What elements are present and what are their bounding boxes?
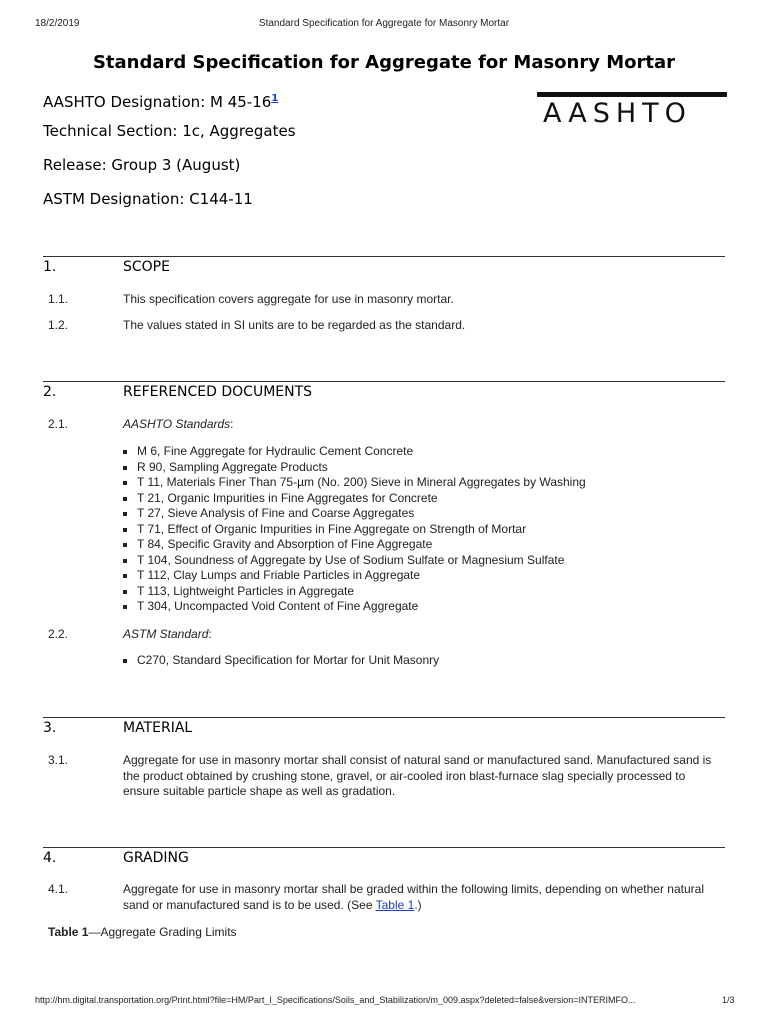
reference-item: ▪ T 113, Lightweight Particles in Aggregate bbox=[137, 584, 586, 600]
reference-item: ▪ T 21, Organic Impurities in Fine Aggregates for Concrete bbox=[137, 491, 586, 507]
release-info: Release: Group 3 (August) bbox=[43, 156, 241, 174]
astm-designation: ASTM Designation: C144-11 bbox=[43, 190, 253, 208]
clause-number: 3.1. bbox=[48, 753, 69, 767]
section-title-referenced-documents: REFERENCED DOCUMENTS bbox=[123, 384, 313, 400]
astm-standard-label: ASTM Standard bbox=[123, 627, 209, 641]
clause-text: Aggregate for use in masonry mortar shall consist of natural sand or manufactured sand. Manufactured sand is the product obtained by crushing stone, gravel, or air-cooled iron blast-furnace slag specially processed to ensure suitable particle shape as well as gradation. bbox=[123, 753, 712, 798]
section-title-material: MATERIAL bbox=[123, 720, 193, 736]
clause-label: ASTM Standard: bbox=[123, 627, 212, 641]
reference-item: ▪ C270, Standard Specification for Mortar for Unit Masonry bbox=[137, 653, 439, 669]
reference-item: ▪ R 90, Sampling Aggregate Products bbox=[137, 460, 586, 476]
reference-item: ▪ T 84, Specific Gravity and Absorption of Fine Aggregate bbox=[137, 537, 586, 553]
reference-item: ▪ T 11, Materials Finer Than 75-µm (No. 200) Sieve in Mineral Aggregates by Washing bbox=[137, 475, 586, 491]
clause-text: This specification covers aggregate for use in masonry mortar. bbox=[123, 292, 454, 306]
table-caption-text: —Aggregate Grading Limits bbox=[88, 925, 237, 939]
clause-number: 1.2. bbox=[48, 318, 69, 332]
clause-text-body: Aggregate for use in masonry mortar shall be graded within the following limits, depending on whether natural sand or manufactured sand is to be used. (See bbox=[123, 882, 704, 912]
clause-number: 2.2. bbox=[48, 627, 69, 641]
print-footer-url: http://hm.digital.transportation.org/Print.html?file=HM/Part_I_Specifications/Soils_and_Stabilization/m_009.aspx?deleted=false&version=INTERIMFO... bbox=[35, 995, 636, 1005]
reference-item: ▪ T 71, Effect of Organic Impurities in Fine Aggregate on Strength of Mortar bbox=[137, 522, 586, 538]
section-divider bbox=[43, 381, 725, 382]
reference-item: ▪ M 6, Fine Aggregate for Hydraulic Cement Concrete bbox=[137, 444, 586, 460]
table-label: Table 1 bbox=[48, 925, 89, 939]
aashto-designation-text: AASHTO Designation: M 45-16 bbox=[43, 93, 272, 111]
reference-item: ▪ T 104, Soundness of Aggregate by Use of Sodium Sulfate or Magnesium Sulfate bbox=[137, 553, 586, 569]
clause-label: AASHTO Standards: bbox=[123, 417, 234, 431]
clause-text bbox=[123, 882, 713, 913]
print-header-title: Standard Specification for Aggregate for Masonry Mortar bbox=[258, 18, 510, 29]
table-caption bbox=[48, 925, 237, 939]
section-divider bbox=[43, 256, 725, 257]
aashto-designation bbox=[43, 89, 278, 111]
print-date: 18/2/2019 bbox=[35, 18, 80, 29]
aashto-standards-label: AASHTO Standards bbox=[123, 417, 231, 431]
section-number: 1. bbox=[43, 259, 57, 275]
section-number: 3. bbox=[43, 720, 57, 736]
aashto-logo bbox=[537, 92, 727, 132]
aashto-reference-list bbox=[123, 444, 586, 615]
astm-reference-list bbox=[123, 653, 439, 669]
logo-bar bbox=[537, 92, 727, 97]
clause-text: The values stated in SI units are to be regarded as the standard. bbox=[123, 318, 466, 332]
clause-number: 2.1. bbox=[48, 417, 69, 431]
reference-item: ▪ T 27, Sieve Analysis of Fine and Coarse Aggregates bbox=[137, 506, 586, 522]
section-number: 4. bbox=[43, 850, 57, 866]
section-title-scope: SCOPE bbox=[123, 259, 170, 275]
reference-item: ▪ T 304, Uncompacted Void Content of Fine Aggregate bbox=[137, 599, 586, 615]
section-divider bbox=[43, 717, 725, 718]
clause-text-tail: .) bbox=[414, 897, 422, 912]
reference-item: ▪ T 112, Clay Lumps and Friable Particles in Aggregate bbox=[137, 568, 586, 584]
page-number: 1/3 bbox=[722, 995, 735, 1005]
section-number: 2. bbox=[43, 384, 57, 400]
table-1-link[interactable]: Table 1 bbox=[375, 897, 415, 912]
section-divider bbox=[43, 847, 725, 848]
logo-text: AASHTO bbox=[543, 98, 692, 129]
technical-section: Technical Section: 1c, Aggregates bbox=[43, 122, 296, 140]
clause-number: 4.1. bbox=[48, 882, 69, 896]
footnote-link[interactable]: 1 bbox=[271, 93, 279, 104]
clause-number: 1.1. bbox=[48, 292, 69, 306]
section-title-grading: GRADING bbox=[123, 850, 189, 866]
document-title: Standard Specification for Aggregate for Masonry Mortar bbox=[92, 52, 676, 73]
